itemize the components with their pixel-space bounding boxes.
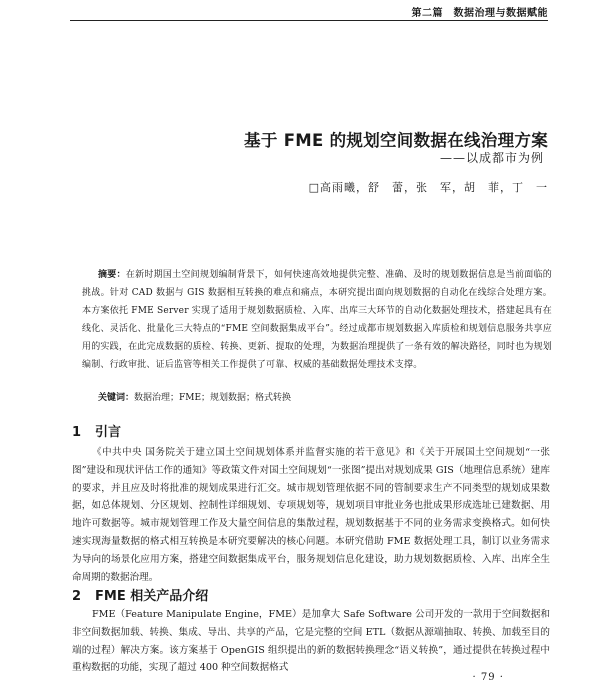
section-title-text: FME 相关产品介绍: [95, 589, 209, 604]
body-paragraph: FME（Feature Manipulate Engine，FME）是加拿大 Safe Software 公司开发的一款用于空间数据和非空间数据加载、转换、集成、导出、共享的产品，它是完整的空间 ETL（数据从源端抽取、转换、加载至目的端的过程）解决方案。该方案基于 OpenGIS 组织提出的新的数据转换理念“语义转换”，通过提供在转换过程中重构数据的功能，实现了超过 400 种空间数据格式: [72, 609, 550, 674]
keywords-text: 数据治理；FME；规划数据；格式转换: [134, 393, 292, 403]
keywords: [98, 390, 291, 403]
section-heading-introduction: [72, 421, 121, 440]
running-head: 第二篇 数据治理与数据赋能: [411, 8, 548, 19]
section-number: 1: [72, 425, 82, 440]
abstract-label: 摘要：: [98, 270, 126, 280]
header-rule: [70, 20, 548, 21]
section-number: 2: [72, 589, 82, 604]
keywords-label: 关键词：: [98, 393, 135, 403]
author-list: □高雨曦，舒 蕾，张 军，胡 菲，丁 一: [308, 181, 548, 194]
page-number: · 79 ·: [472, 672, 504, 683]
body-paragraph: 《中共中央 国务院关于建立国土空间规划体系并监督实施的若干意见》和《关于开展国土空间规划“一张图”建设和现状评估工作的通知》等政策文件对国土空间规划“一张图”提出对规划成果 GIS（地理信息系统）建库的要求，并且应及时将批准的规划成果进行汇交。城市规划管理依据不同的管制要求生产不同类型的规划成果数据，如总体规划、分区规划、控制性详细规划、专项规划等，规划项目审批业务也批成果形成选址已建数据、用地许可数据等。城市规划管理工作及大量空间信息的集散过程，规划数据基于不同的业务需求变换格式。如何快速实现海量数据的格式相互转换是本研究要解决的核心问题。本研究借助 FME 数据处理工具，制订以业务需求为导向的场景化应用方案，搭建空间数据集成平台，服务规划信息化建设，助力规划数据质检、入库、出库全生命周期的数据治理。: [72, 447, 550, 583]
paper-title: 基于 FME 的规划空间数据在线治理方案: [244, 131, 548, 151]
section-heading-fme-products: [72, 585, 208, 604]
abstract-text: 在新时期国土空间规划编制背景下，如何快速高效地提供完整、准确、及时的规划数据信息是当前面临的挑战。针对 CAD 数据与 GIS 数据相互转换的难点和痛点，本研究提出面向规划数据的自动化在线综合处理方案。本方案依托 FME Server 实现了适用于规划数据质检、入库、出库三大环节的自动化数据处理技术，搭建起具有在线化、灵活化、批量化三大特点的“FME 空间数据集成平台”。经过成都市规划数据入库质检和规划信息服务共享应用的实践，在此完成数据的质检、转换、更新、提取的处理，为数据治理提供了一条有效的解决路径，同时也为规划编制、行政审批、证后监管等相关工作提供了可靠、权威的基础数据处理技术支撑。: [82, 270, 553, 370]
abstract: [82, 266, 552, 374]
paper-subtitle: ——以成都市为例: [439, 151, 544, 165]
section-title-text: 引言: [95, 425, 122, 440]
